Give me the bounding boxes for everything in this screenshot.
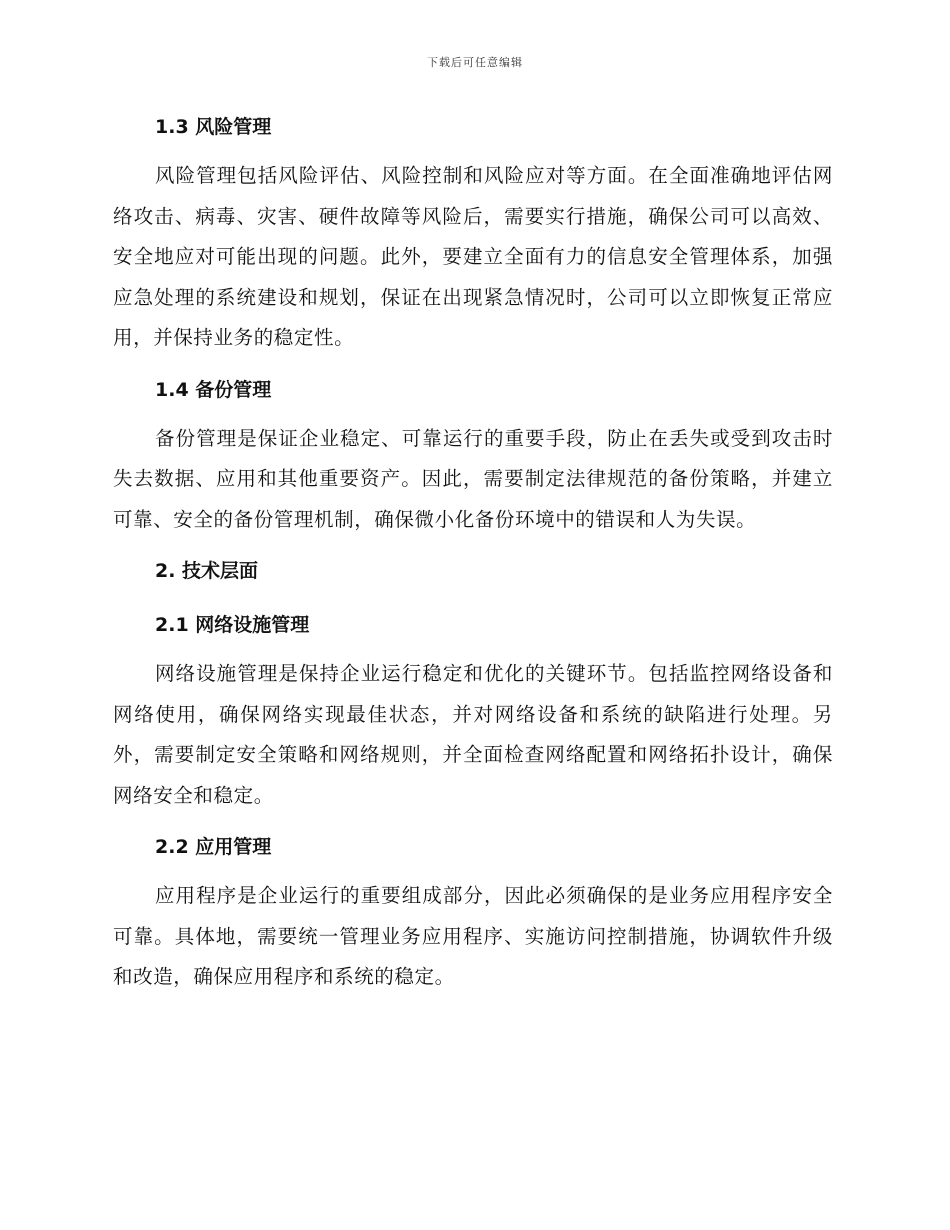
section-paragraph-2-2: 应用程序是企业运行的重要组成部分，因此必须确保的是业务应用程序安全可靠。具体地，需要统一管理业务应用程序、实施访问控制措施，协调软件升级和改造，确保应用程序和系统的稳定。: [113, 884, 833, 988]
section-paragraph-1-4: 备份管理是保证企业稳定、可靠运行的重要手段，防止在丢失或受到攻击时失去数据、应用和其他重要资产。因此，需要制定法律规范的备份策略，并建立可靠、安全的备份管理机制，确保微小化备份环境中的错误和人为失误。: [113, 426, 833, 531]
document-body: [113, 110, 833, 998]
section-heading-1-3: 1.3 风险管理: [155, 116, 272, 138]
header-note: 下载后可任意编辑: [427, 56, 523, 69]
section-heading-2: 2. 技术层面: [155, 560, 259, 582]
section-heading-2-1: 2.1 网络设施管理: [155, 614, 310, 636]
section-heading-1-4: 1.4 备份管理: [155, 378, 272, 401]
section-heading-2-2: 2.2 应用管理: [155, 836, 272, 858]
section-paragraph-1-3: 风险管理包括风险评估、风险控制和风险应对等方面。在全面准确地评估网络攻击、病毒、灾害、硬件故障等风险后，需要实行措施，确保公司可以高效、安全地应对可能出现的问题。此外，要建立全面有力的信息安全管理体系，加强应急处理的系统建设和规划，保证在出现紧急情况时，公司可以立即恢复正常应用，并保持业务的稳定性。: [113, 164, 833, 349]
section-paragraph-2-1: 网络设施管理是保持企业运行稳定和优化的关键环节。包括监控网络设备和网络使用，确保网络实现最佳状态，并对网络设备和系统的缺陷进行处理。另外，需要制定安全策略和网络规则，并全面检查网络配置和网络拓扑设计，确保网络安全和稳定。: [113, 662, 833, 807]
